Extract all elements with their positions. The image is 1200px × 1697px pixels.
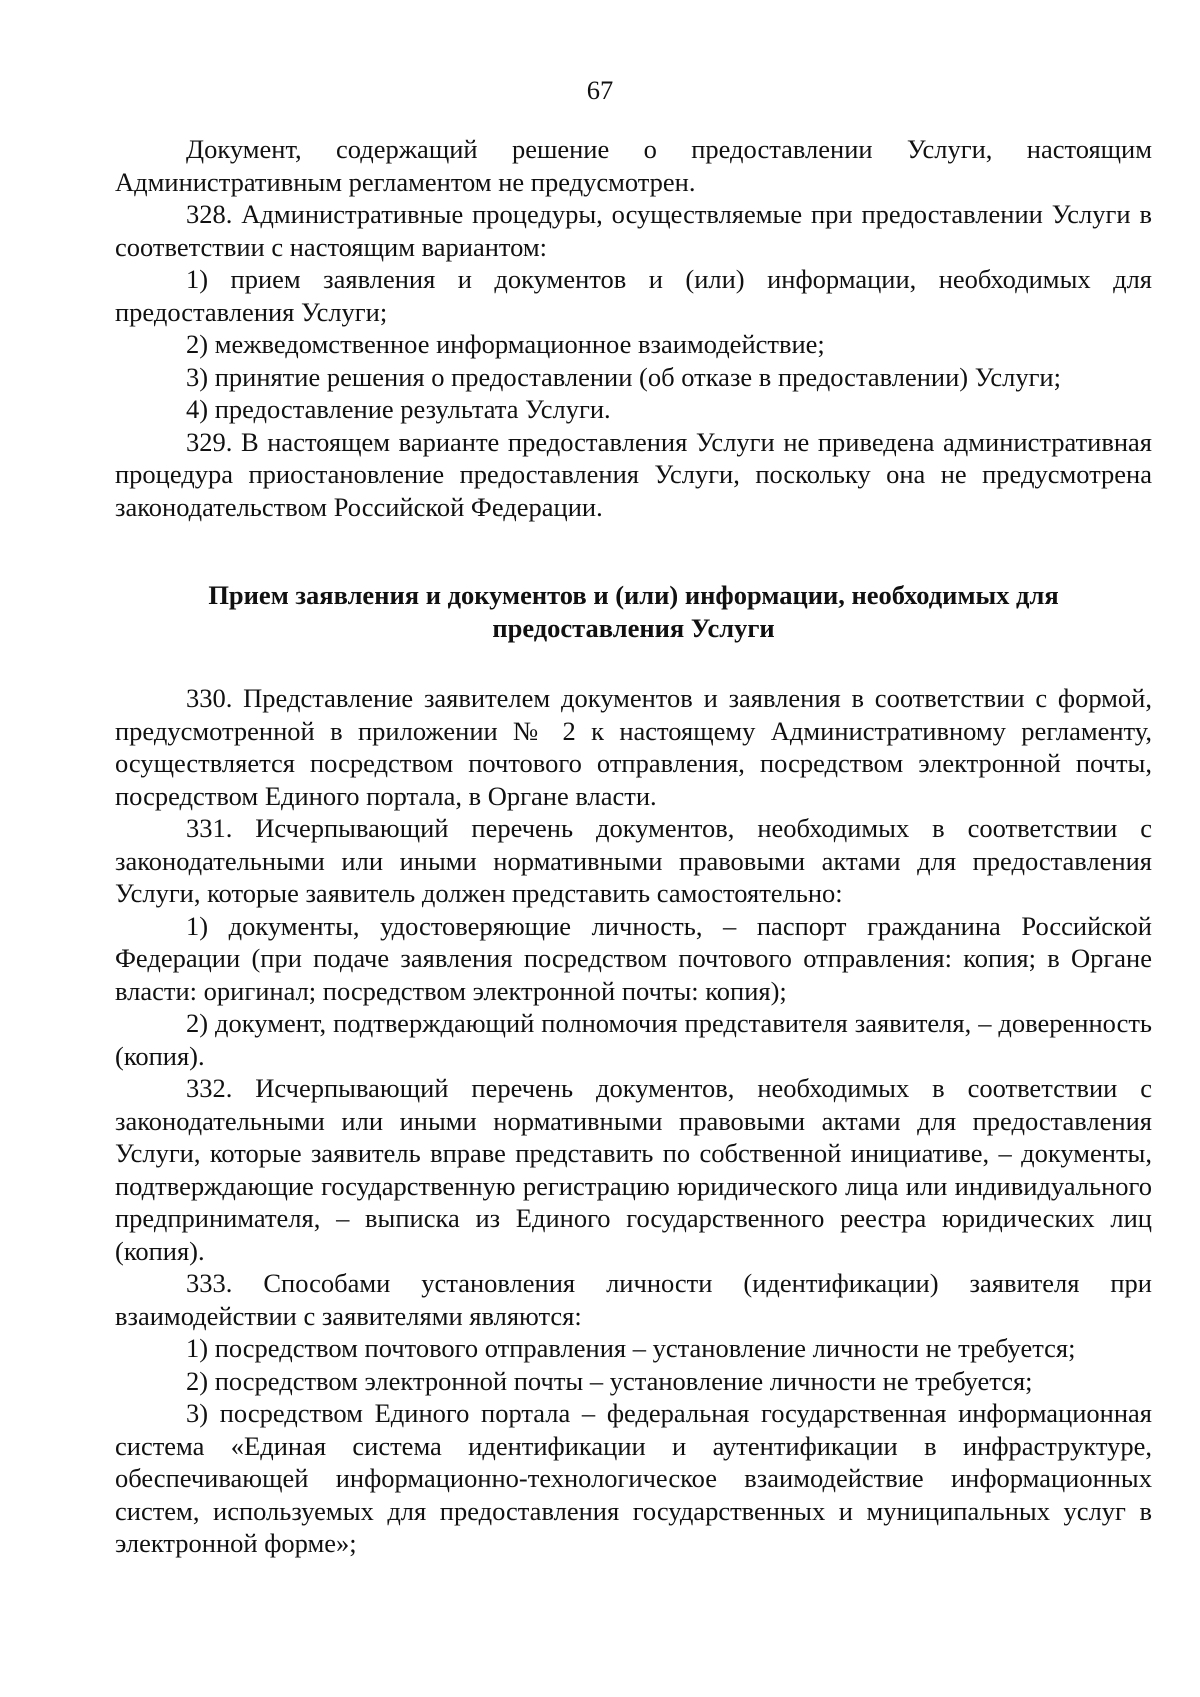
paragraph-328: 328. Административные процедуры, осуществляемые при предоставлении Услуги в соответствии с настоящим вариантом: <box>115 199 1152 262</box>
list-item-328-3: 3) принятие решения о предоставлении (об отказе в предоставлении) Услуги; <box>186 361 1061 392</box>
paragraph-result-document-note: Документ, содержащий решение о предоставлении Услуги, настоящим Административным регламентом не предусмотрен. <box>115 134 1152 197</box>
section-heading: Прием заявления и документов и (или) информации, необходимых для предоставления Услуги <box>208 580 1059 643</box>
paragraph-330: 330. Представление заявителем документов и заявления в соответствии с формой, предусмотренной в приложении № 2 к настоящему Административному регламенту, осуществляется посредством почтового отправления, посредством электронной почты, посредством Единого портала, в Органе власти. <box>115 683 1152 811</box>
list-item-333-3: 3) посредством Единого портала – федеральная государственная информационная система «Единая система идентификации и аутентификации в инфраструктуре, обеспечивающей информационно-технологическое взаимодействие информационных систем, используемых для предоставления государственных и муниципальных услуг в электронной форме»; <box>115 1398 1152 1558</box>
list-item-333-1: 1) посредством почтового отправления – установление личности не требуется; <box>186 1333 1076 1363</box>
paragraph-333: 333. Способами установления личности (идентификации) заявителя при взаимодействии с заявителями являются: <box>115 1268 1152 1331</box>
list-item-331-2: 2) документ, подтверждающий полномочия представителя заявителя, – доверенность (копия). <box>115 1008 1152 1071</box>
list-item-333-2: 2) посредством электронной почты – установление личности не требуется; <box>186 1365 1033 1396</box>
document-body <box>115 133 1152 1560</box>
paragraph-329: 329. В настоящем варианте предоставления Услуги не приведена административная процедура приостановление предоставления Услуги, поскольку она не предусмотрена законодательством Российской Федерации. <box>115 426 1152 522</box>
paragraph-331: 331. Исчерпывающий перечень документов, необходимых в соответствии с законодательными или иными нормативными правовыми актами для предоставления Услуги, которые заявитель должен представить самостоятельно: <box>115 813 1152 908</box>
list-item-328-2: 2) межведомственное информационное взаимодействие; <box>186 329 825 359</box>
list-item-328-1: 1) прием заявления и документов и (или) информации, необходимых для предоставления Услуги; <box>115 264 1152 327</box>
paragraph-332: 332. Исчерпывающий перечень документов, необходимых в соответствии с законодательными или иными нормативными правовыми актами для предоставления Услуги, которые заявитель вправе представить по собственной инициативе, – документы, подтверждающие государственную регистрацию юридического лица или индивидуального предпринимателя, – выписка из Единого государственного реестра юридических лиц (копия). <box>115 1073 1152 1266</box>
page-number: 67 <box>586 75 614 105</box>
list-item-331-1: 1) документы, удостоверяющие личность, – паспорт гражданина Российской Федерации (при подаче заявления посредством почтового отправления: копия; в Органе власти: оригинал; посредством электронной почты: копия); <box>115 910 1152 1006</box>
list-item-328-4: 4) предоставление результата Услуги. <box>186 394 611 424</box>
